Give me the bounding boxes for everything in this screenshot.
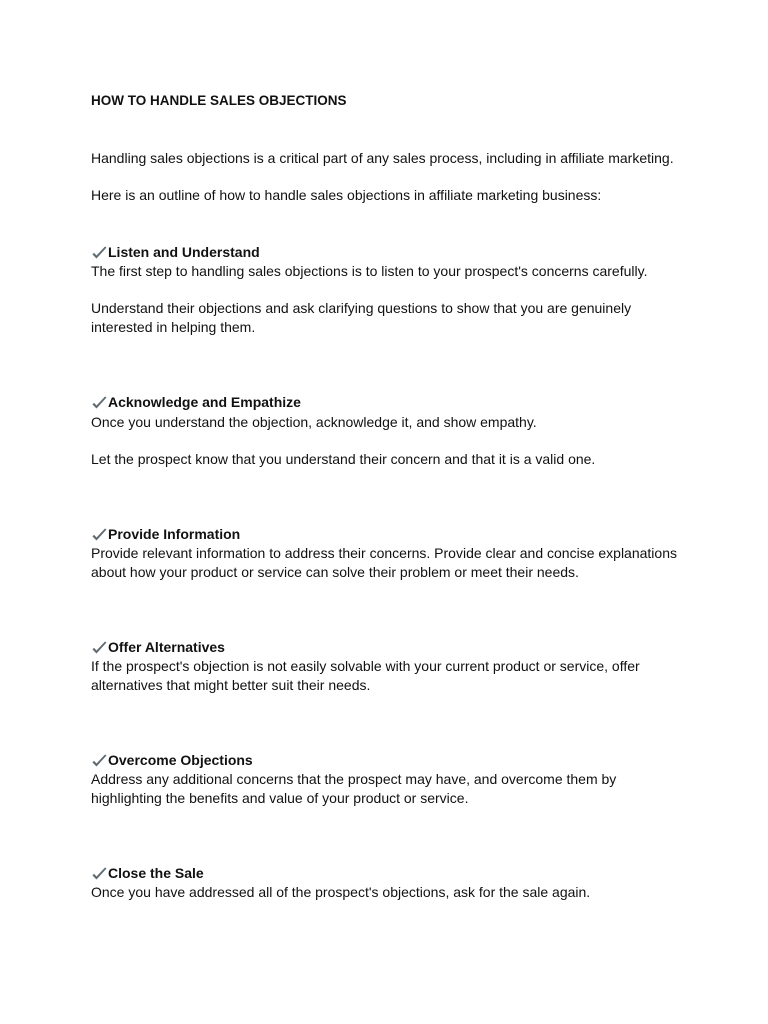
section-heading xyxy=(91,525,240,544)
check-mark-shape xyxy=(93,755,107,767)
check-mark-icon xyxy=(91,866,108,883)
check-mark-shape xyxy=(93,642,107,654)
section-heading-text: Overcome Objections xyxy=(108,752,253,768)
section-heading xyxy=(91,243,260,262)
section-paragraph: The first step to handling sales objections is to listen to your prospect's concerns carefully. xyxy=(91,263,648,279)
section-paragraph: Let the prospect know that you understand their concern and that it is a valid one. xyxy=(91,451,596,467)
section-heading-text: Offer Alternatives xyxy=(108,639,225,655)
check-mark-icon xyxy=(91,395,108,412)
document-title: HOW TO HANDLE SALES OBJECTIONS xyxy=(91,93,347,108)
section-heading xyxy=(91,864,204,883)
check-mark-shape xyxy=(93,529,107,541)
section-heading-text: Listen and Understand xyxy=(108,244,260,260)
check-mark-icon xyxy=(91,640,108,657)
intro-paragraph: Handling sales objections is a critical part of any sales process, including in affiliate marketing. xyxy=(91,150,674,166)
section-paragraph: If the prospect's objection is not easily solvable with your current product or service, offer alternatives that might better suit their needs. xyxy=(91,658,640,693)
section-paragraph: Once you have addressed all of the prospect's objections, ask for the sale again. xyxy=(91,884,591,900)
section-paragraph: Understand their objections and ask clarifying questions to show that you are genuinely interested in helping them. xyxy=(91,300,632,335)
check-mark-icon xyxy=(91,527,108,544)
section-paragraph: Provide relevant information to address their concerns. Provide clear and concise explanations about how your product or service can solve their problem or meet their needs. xyxy=(91,545,677,580)
section-paragraph: Once you understand the objection, acknowledge it, and show empathy. xyxy=(91,414,537,430)
check-mark-icon xyxy=(91,753,108,770)
check-mark-shape xyxy=(93,868,107,880)
section-heading-text: Provide Information xyxy=(108,526,241,542)
section-heading xyxy=(91,393,301,412)
intro-paragraph: Here is an outline of how to handle sales objections in affiliate marketing business: xyxy=(91,187,602,203)
section-paragraph: Address any additional concerns that the prospect may have, and overcome them by highlighting the benefits and value of your product or service. xyxy=(91,771,617,806)
check-mark-icon xyxy=(91,245,108,262)
check-mark-shape xyxy=(93,397,107,409)
section-heading xyxy=(91,751,253,770)
check-mark-shape xyxy=(93,247,107,259)
section-heading-text: Acknowledge and Empathize xyxy=(108,394,301,410)
section-heading-text: Close the Sale xyxy=(108,865,204,881)
section-heading xyxy=(91,638,225,657)
